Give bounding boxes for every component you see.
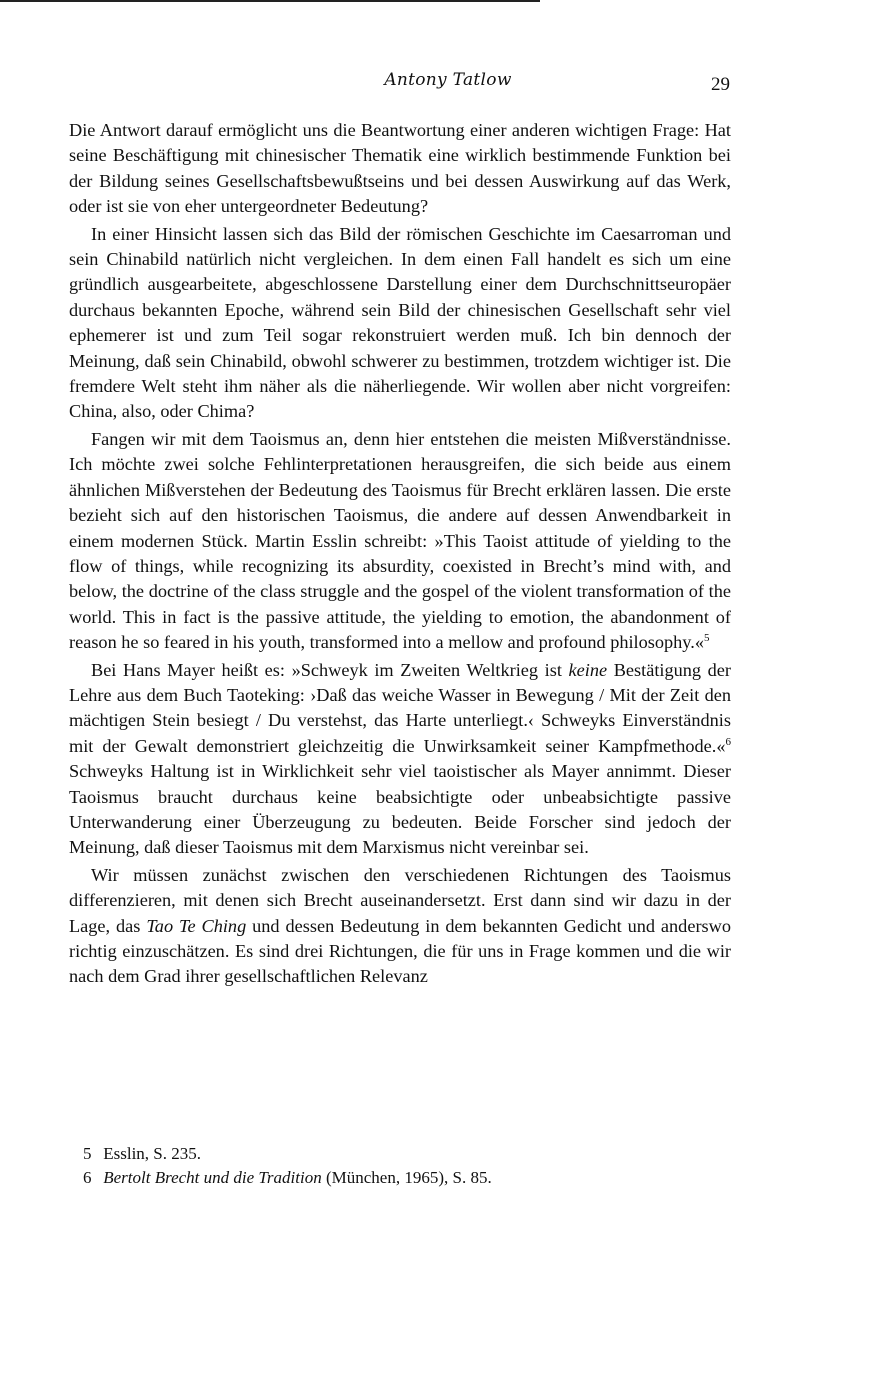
paragraph-4-text-b: Bestätigung der Lehre aus dem Buch Taoteking: ›Daß das weiche Wasser in Bewegung / Mit der Zeit den mächtigen Stein besiegt / Du verstehst, das Harte unterliegt.‹ Schweyks Einverständnis mit der Gewalt demonstriert gleichzeitig die Unwirksamkeit seiner Kampfmethode.«	[69, 659, 732, 756]
paragraph-5-text-a: Wir müssen zunächst zwischen den verschiedenen Richtungen des Taoismus differenzieren, mit denen sich Brecht auseinandersetzt. Erst dann sind wir dazu in der Lage, das	[69, 864, 731, 936]
page-number: 29	[711, 74, 730, 95]
paragraph-4	[69, 658, 731, 861]
paragraph-4-text-a: Bei Hans Mayer heißt es: »Schweyk im Zweiten Weltkrieg ist	[91, 659, 569, 680]
footnotes	[83, 1142, 723, 1190]
paragraph-5-title: Tao Te Ching	[146, 915, 247, 936]
paragraph-1: Die Antwort darauf ermöglicht uns die Beantwortung einer anderen wichtigen Frage: Hat seine Beschäftigung mit chinesischer Thematik eine wirklich bestimmende Funktion bei der Bildung seines Gesellschaftsbewußtseins und bei dessen Auswirkung auf das Werk, oder ist sie von eher untergeordneter Bedeutung?	[69, 120, 731, 217]
paragraph-2: In einer Hinsicht lassen sich das Bild der römischen Geschichte im Caesarroman und sein Chinabild natürlich nicht vergleichen. In dem einen Fall handelt es sich um eine gründlich ausgearbeitete, abgeschlossene Darstellung einer dem Durchschnittseuropäer durchaus bekannten Epoche, während sein Bild der chinesischen Gesellschaft sehr viel ephemerer ist und zum Teil sogar rekonstruiert werden muß. Ich bin dennoch der Meinung, daß sein Chinabild, obwohl schwerer zu bestimmen, trotzdem wichtiger ist. Die fremdere Welt steht ihm näher als die näherliegende. Wir wollen aber nicht vorgreifen: China, also, oder Chima?	[69, 223, 731, 422]
footnote-number: 6	[83, 1168, 92, 1187]
footnote-ref-5: 5	[703, 632, 710, 645]
paragraph-3-text: Fangen wir mit dem Taoismus an, denn hier entstehen die meisten Mißverständnisse. Ich möchte zwei solche Fehlinterpretationen herausgreifen, die sich beide aus einem ähnlichen Mißverstehen der Bedeutung des Taoismus für Brecht erklären lassen. Die erste bezieht sich auf den historischen Taoismus, die andere auf dessen Anwendbarkeit in einem modernen Stück. Martin Esslin schreibt: »This Taoist attitude of yielding to the flow of things, while recognizing its absurdity, coexisted in Brecht’s mind with, and below, the doctrine of the class struggle and the gospel of the violent transformation of the world. This in fact is the passive attitude, the yielding to emotion, the abandonment of reason he so feared in his youth, transformed into a mellow and profound philosophy.«	[69, 428, 731, 653]
paragraph-3	[69, 427, 731, 656]
paragraph-5-text-b: und dessen Bedeutung in dem bekannten Gedicht und anderswo richtig einzuschätzen. Es sind drei Richtungen, die für uns in Frage kommen und die wir nach dem Grad ihrer gesellschaftlichen Relevanz	[69, 915, 731, 987]
running-head: Antony Tatlow	[384, 70, 512, 90]
paragraph-4-emphasis: keine	[568, 659, 608, 680]
footnote-ref-6: 6	[725, 735, 731, 748]
footnote-5	[83, 1142, 723, 1166]
footnote-6	[83, 1166, 723, 1190]
footnote-text: (München, 1965), S. 85.	[321, 1168, 492, 1187]
top-rule	[0, 0, 540, 2]
footnote-number: 5	[83, 1144, 92, 1163]
footnote-book-title: Bertolt Brecht und die Tradition	[103, 1168, 322, 1187]
body-text	[69, 118, 731, 990]
footnote-text: Esslin, S. 235.	[103, 1144, 202, 1163]
paragraph-5	[69, 863, 731, 990]
paragraph-4-text-c: Schweyks Haltung ist in Wirklichkeit sehr viel taoistischer als Mayer annimmt. Dieser Taoismus braucht durchaus keine beabsichtigte oder unbeabsichtigte passive Unterwanderung einer Überzeugung zu bedeuten. Beide Forscher sind jedoch der Meinung, daß dieser Taoismus mit dem Marxismus nicht vereinbar sei.	[69, 761, 731, 858]
